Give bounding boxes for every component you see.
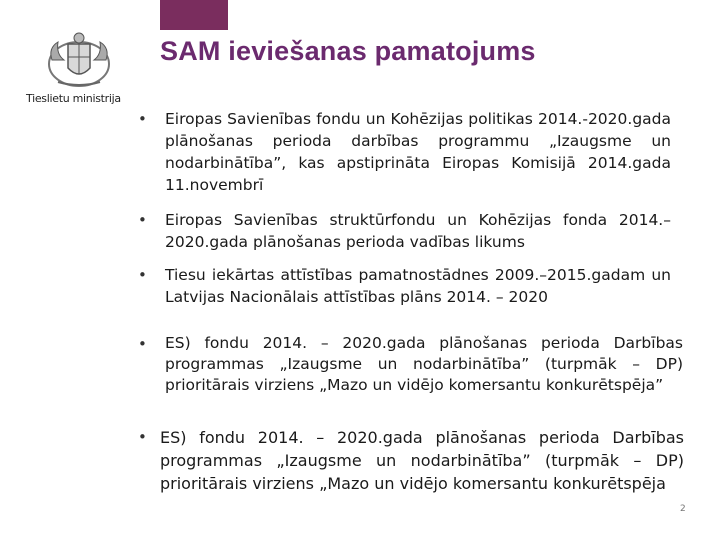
bullet-text: Tiesu iekārtas attīstības pamatnostādnes 2009.–2015.gadam un Latvijas Nacionālais attīstības plāns 2014. – 2020 [165,266,671,306]
bullet-marker: • [138,335,147,353]
bullet-text: Eiropas Savienības fondu un Kohēzijas politikas 2014.-2020.gada plānošanas perioda darbības programmu „Izaugsme un nodarbinātība”, kas apstiprināta Eiropas Komisijā 2014.gada 11.novembrī [165,110,671,194]
bullet-marker: • [138,428,147,446]
top-accent-bar [160,0,228,30]
ministry-name: Tieslietu ministrija [26,92,121,105]
bullet-text: ES) fondu 2014. – 2020.gada plānošanas perioda Darbības programmas „Izaugsme un nodarbinātība” (turpmāk – DP) prioritārais virziens „Mazo un vidējo komersantu konkurētspēja [160,428,684,493]
bullet-marker: • [138,266,147,284]
coat-of-arms-icon [44,30,114,90]
bullet-text: ES) fondu 2014. – 2020.gada plānošanas perioda Darbības programmas „Izaugsme un nodarbinātība” (turpmāk – DP) prioritārais virziens „Mazo un vidējo komersantu konkurētspēja” [165,334,683,394]
page-title: SAM ieviešanas pamatojums [160,36,536,66]
bullet-marker: • [138,110,147,128]
bullet-text: Eiropas Savienības struktūrfondu un Kohēzijas fonda 2014.–2020.gada plānošanas perioda vadības likums [165,211,671,251]
bullet-marker: • [138,211,147,229]
page-number: 2 [680,504,686,514]
